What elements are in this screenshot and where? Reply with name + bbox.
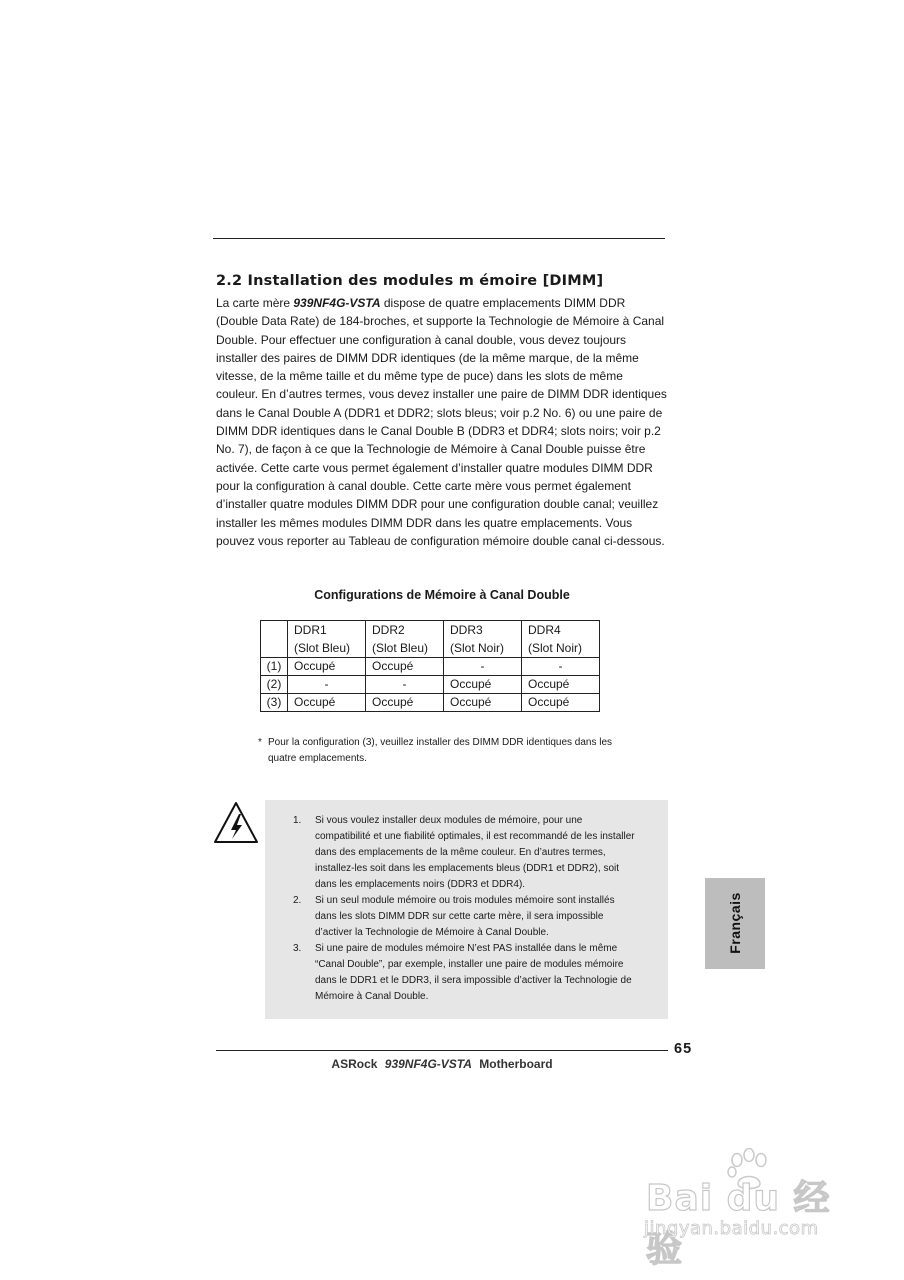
header-cell-ddr1 [288,621,366,658]
header-corner-cell [261,621,288,658]
note-item [293,813,638,893]
header-slot-color: (Slot Bleu) [372,641,429,655]
table-cell: - [444,658,522,676]
row-index: (1) [261,658,288,676]
header-slot-name: DDR4 [528,623,561,637]
header-slot-name: DDR2 [372,623,405,637]
table-cell: Occupé [444,676,522,694]
notes-list [293,813,638,1005]
row-index: (2) [261,676,288,694]
note-item [293,941,638,1005]
page-number: 65 [674,1041,693,1057]
notes-panel [265,800,668,1019]
table-cell: - [366,676,444,694]
row-index: (3) [261,694,288,712]
table-row [261,676,600,694]
note-text: Si une paire de modules mémoire N’est PAS installée dans le même “Canal Double”, par exemple, installer une paire de modules mémoire dans le DDR1 et le DDR3, il sera impossible d’activer la Technologie de Mémoire à Canal Double. [315,943,632,1002]
table-title: Configurations de Mémoire à Canal Double [314,588,570,602]
footnote-line-2: quatre emplacements. [268,752,367,764]
note-item [293,893,638,941]
table-header-row [261,621,600,658]
table-cell: Occupé [288,694,366,712]
language-tab [705,878,765,969]
watermark-url: jingyan.baidu.com [644,1218,819,1239]
table-cell: Occupé [522,676,600,694]
section-body [216,294,668,550]
table-footnote [258,735,658,766]
intro-text-rest: dispose de quatre emplacements DIMM DDR (Double Data Rate) de 184-broches, et supporte la Technologie de Mémoire à Canal Double. Pour effectuer une configuration à canal double, vous devez toujours installer des paires de DIMM DDR identiques (de la même marque, de la même vitesse, de la même taille et du même type de puce) dans les slots de même couleur. En d’autres termes, vous devez installer une paire de DIMM DDR identiques dans le Canal Double A (DDR1 et DDR2; slots bleus; voir p.2 No. 6) ou une paire de DIMM DDR identiques dans le Canal Double B (DDR3 et DDR4; slots noirs; voir p.2 No. 7), de façon à ce que la Technologie de Mémoire à Canal Double puisse être activée. Cette carte vous permet également d’installer quatre modules DIMM DDR pour la configuration à canal double. Cette carte mère vous permet également d’installer quatre modules DIMM DDR pour une configuration double canal; veuillez installer les mêmes modules DIMM DDR dans les quatre emplacements. Vous pouvez vous reporter au Tableau de configuration mémoire double canal ci-dessous. [216,296,667,548]
table-cell: - [522,658,600,676]
header-slot-color: (Slot Noir) [450,641,505,655]
note-text: Si un seul module mémoire ou trois modules mémoire sont installés dans les slots DIMM DDR sur cette carte mère, il sera impossible d’activer la Technologie de Mémoire à Canal Double. [315,895,615,938]
section-title: 2.2 Installation des modules m émoire [DIMM] [216,273,604,289]
header-cell-ddr2 [366,621,444,658]
header-cell-ddr4 [522,621,600,658]
footer-model: 939NF4G-VSTA [384,1057,472,1071]
header-slot-name: DDR3 [450,623,483,637]
footnote-asterisk: * [258,737,262,748]
table-cell: Occupé [288,658,366,676]
model-name: 939NF4G-VSTA [293,296,381,310]
header-cell-ddr3 [444,621,522,658]
note-number: 3. [293,943,302,954]
footer-product: Motherboard [479,1057,553,1071]
table-row [261,694,600,712]
header-slot-name: DDR1 [294,623,327,637]
footnote-line-1: Pour la configuration (3), veuillez installer des DIMM DDR identiques dans les [268,737,613,748]
footer-brand-name: ASRock [331,1057,378,1071]
table-cell: Occupé [366,658,444,676]
note-number: 1. [293,815,302,826]
top-divider [213,238,665,239]
language-tab-label: Français [727,892,743,954]
note-text: Si vous voulez installer deux modules de mémoire, pour une compatibilité et une fiabilité optimales, il est recommandé de les installer dans des emplacements de la même couleur. En d’autres termes, installez-les soit dans les emplacements bleus (DDR1 et DDR2), soit dans les emplacements noirs (DDR3 et DDR4). [315,815,635,890]
intro-text-start: La carte mère [216,296,294,310]
baidu-watermark [640,1148,855,1270]
memory-config-table [260,620,600,712]
table-cell: Occupé [444,694,522,712]
footer-brand [216,1057,668,1071]
note-number: 2. [293,895,302,906]
table-cell: - [288,676,366,694]
watermark-brand: Bai du 经验 [646,1178,831,1270]
header-slot-color: (Slot Bleu) [294,641,351,655]
bottom-divider [216,1050,668,1051]
table-cell: Occupé [366,694,444,712]
table-cell: Occupé [522,694,600,712]
header-slot-color: (Slot Noir) [528,641,583,655]
warning-lightning-icon [213,800,259,846]
table-row [261,658,600,676]
